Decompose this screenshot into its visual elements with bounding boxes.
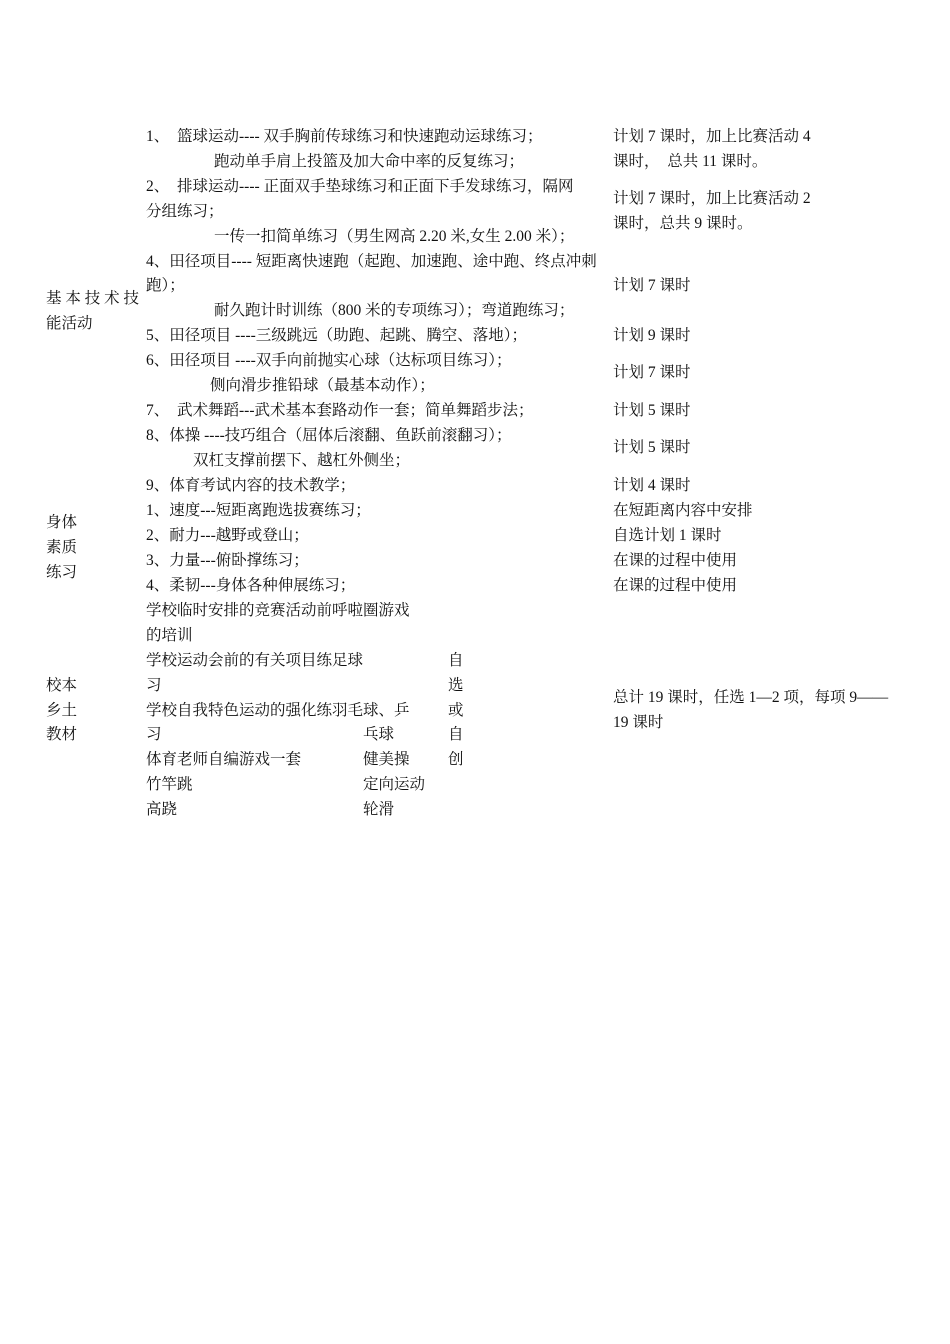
content-line: 2、 排球运动---- 正面双手垫球练习和正面下手发球练习，隔网 <box>146 178 574 195</box>
content-line: 高跷 <box>146 801 178 818</box>
category-local-line2: 乡土 <box>46 702 78 719</box>
hours-line: 计划 7 课时 <box>613 277 691 294</box>
content-line: 轮滑 <box>363 801 395 818</box>
content-line: 习 <box>146 726 162 743</box>
content-line: 分组练习； <box>146 203 224 220</box>
content-line: 跑）； <box>146 277 185 294</box>
content-line: 学校临时安排的竞赛活动前呼啦圈游戏 <box>146 602 410 619</box>
hours-line: 总计 19 课时，任选 1—2 项，每项 9—— <box>613 689 889 706</box>
content-line: 习 <box>146 677 162 694</box>
content-line: 5、田径项目 ----三级跳远（助跑、起跳、腾空、落地）； <box>146 327 528 344</box>
hours-line: 计划 7 课时 <box>613 364 691 381</box>
content-line: 乓球 <box>363 726 395 743</box>
hours-line: 计划 7 课时，加上比赛活动 4 <box>613 128 811 145</box>
category-fitness-line1: 身体 <box>46 514 78 531</box>
content-line: 4、柔韧---身体各种伸展练习； <box>146 577 356 594</box>
category-basic-skills-line2: 能活动 <box>46 315 93 332</box>
content-line: 的培训 <box>146 627 193 644</box>
hours-line: 在短距离内容中安排 <box>613 502 753 519</box>
content-line: 创 <box>448 751 464 768</box>
hours-line: 计划 9 课时 <box>613 327 691 344</box>
category-basic-skills-line1: 基 本 技 术 技 <box>46 290 140 307</box>
category-fitness-line3: 练习 <box>46 564 78 581</box>
content-line: 双杠支撑前摆下、越杠外侧坐； <box>193 452 411 469</box>
content-line: 自 <box>448 726 464 743</box>
category-local-line3: 教材 <box>46 726 78 743</box>
content-line: 竹竿跳 <box>146 776 193 793</box>
hours-line: 计划 5 课时 <box>613 439 691 456</box>
hours-line: 19 课时 <box>613 714 664 731</box>
content-line: 或 <box>448 702 464 719</box>
content-line: 1、速度---短距离跑选拔赛练习； <box>146 502 371 519</box>
content-line: 选 <box>448 677 464 694</box>
content-line: 体育老师自编游戏一套 <box>146 751 302 768</box>
content-line: 4、田径项目---- 短距离快速跑（起跑、加速跑、途中跑、终点冲刺 <box>146 253 597 270</box>
hours-line: 计划 4 课时 <box>613 477 691 494</box>
content-line: 侧向滑步推铅球（最基本动作）； <box>210 377 435 394</box>
content-line: 定向运动 <box>363 776 426 793</box>
content-line: 跑动单手肩上投篮及加大命中率的反复练习； <box>214 153 525 170</box>
hours-line: 课时，总共 9 课时。 <box>613 215 753 232</box>
content-line: 8、体操 ----技巧组合（屈体后滚翻、鱼跃前滚翻习）； <box>146 427 512 444</box>
content-line: 7、 武术舞蹈---武术基本套路动作一套；简单舞蹈步法； <box>146 402 534 419</box>
content-line: 3、力量---俯卧撑练习； <box>146 552 309 569</box>
hours-line: 在课的过程中使用 <box>613 577 738 594</box>
hours-line: 自选计划 1 课时 <box>613 527 722 544</box>
content-line: 耐久跑计时训练（800 米的专项练习）；弯道跑练习； <box>214 302 575 319</box>
content-line: 健美操 <box>363 751 410 768</box>
content-line: 2、耐力---越野或登山； <box>146 527 309 544</box>
content-line: 6、田径项目 ----双手向前抛实心球（达标项目练习）； <box>146 352 512 369</box>
category-local-line1: 校本 <box>46 677 78 694</box>
content-line: 自 <box>448 652 464 669</box>
content-line: 1、 篮球运动---- 双手胸前传球练习和快速跑动运球练习； <box>146 128 543 145</box>
category-fitness-line2: 素质 <box>46 539 78 556</box>
hours-line: 课时， 总共 11 课时。 <box>613 153 768 170</box>
content-line: 一传一扣简单练习（男生网高 2.20 米,女生 2.00 米）； <box>214 228 575 245</box>
content-line: 学校自我特色运动的强化练羽毛球、乒 <box>146 702 410 719</box>
hours-line: 计划 5 课时 <box>613 402 691 419</box>
content-line: 9、体育考试内容的技术教学； <box>146 477 356 494</box>
content-line: 学校运动会前的有关项目练足球 <box>146 652 364 669</box>
hours-line: 在课的过程中使用 <box>613 552 738 569</box>
hours-line: 计划 7 课时，加上比赛活动 2 <box>613 190 811 207</box>
